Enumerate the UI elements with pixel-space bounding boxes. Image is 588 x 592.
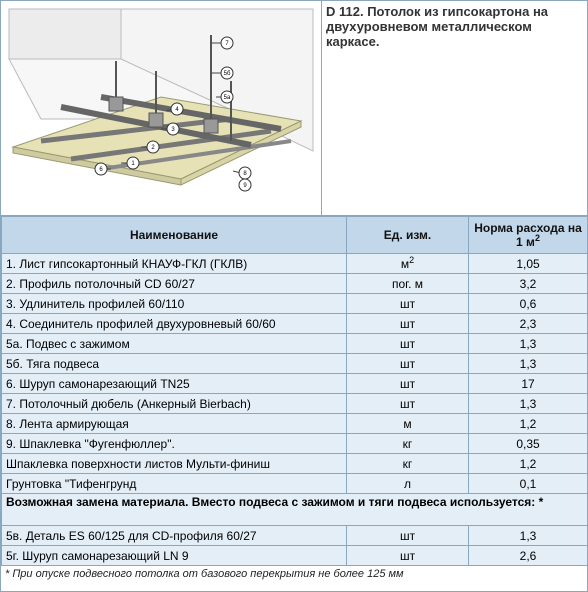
ceiling-diagram (1, 1, 322, 215)
table-row (2, 294, 588, 314)
row-norm: 1,05 (469, 254, 588, 274)
callout-6: 6 (99, 167, 103, 173)
row-name: 3. Удлинитель профилей 60/110 (2, 294, 347, 314)
table-row (2, 394, 588, 414)
row-norm: 1,3 (469, 394, 588, 414)
row-norm: 0,35 (469, 434, 588, 454)
row-norm: 1,2 (469, 454, 588, 474)
table-row (2, 354, 588, 374)
table-row (2, 314, 588, 334)
header-area (1, 1, 587, 216)
row-unit: кг (347, 434, 469, 454)
callout-2: 2 (151, 145, 155, 151)
row-unit: л (347, 474, 469, 494)
table-row (2, 414, 588, 434)
callout-5a: 5а (223, 95, 231, 101)
table-row (2, 374, 588, 394)
row-name: 5г. Шуруп самонарезающий LN 9 (2, 546, 347, 566)
row-unit: шт (347, 374, 469, 394)
table-row (2, 334, 588, 354)
row-name: 4. Соединитель профилей двухуровневый 60/60 (2, 314, 347, 334)
header-unit: Ед. изм. (347, 217, 469, 254)
ceiling-diagram-svg (1, 1, 321, 215)
row-name: 8. Лента армирующая (2, 414, 347, 434)
row-norm: 2,6 (469, 546, 588, 566)
replacement-note: Возможная замена материала. Вместо подвеса с зажимом и тяги подвеса используется: * (2, 494, 588, 526)
row-name: 1. Лист гипсокартонный КНАУФ-ГКЛ (ГКЛВ) (2, 254, 347, 274)
table-body (2, 254, 588, 566)
replacement-row (2, 526, 588, 546)
table-row (2, 254, 588, 274)
row-name: 6. Шуруп самонарезающий TN25 (2, 374, 347, 394)
row-name: 7. Потолочный дюбель (Анкерный Bierbach) (2, 394, 347, 414)
row-norm: 1,2 (469, 414, 588, 434)
callout-1: 1 (131, 161, 135, 167)
row-norm: 1,3 (469, 354, 588, 374)
page-title: D 112. Потолок из гипсокартона на двухуровневом металлическом каркасе. (326, 4, 549, 49)
callout-7: 7 (225, 41, 229, 47)
row-unit: шт (347, 526, 469, 546)
table-header-row (2, 217, 588, 254)
row-unit: $м^2$ (347, 254, 469, 274)
row-unit: шт (347, 394, 469, 414)
footnote: * При опуске подвесного потолка от базового перекрытия не более 125 мм (5, 568, 404, 580)
row-unit: пог. м (347, 274, 469, 294)
table-row (2, 474, 588, 494)
row-name: Грунтовка "Тифенгрунд (2, 474, 347, 494)
row-name: 5а. Подвес с зажимом (2, 334, 347, 354)
row-unit: шт (347, 354, 469, 374)
row-unit: шт (347, 294, 469, 314)
table-row (2, 454, 588, 474)
row-norm: 3,2 (469, 274, 588, 294)
replacement-row (2, 546, 588, 566)
row-name: 5б. Тяга подвеса (2, 354, 347, 374)
row-name: 2. Профиль потолочный CD 60/27 (2, 274, 347, 294)
row-norm: 0,1 (469, 474, 588, 494)
callout-4: 4 (175, 107, 179, 113)
materials-table (1, 216, 588, 566)
header-norm: Норма расхода на 1 $м^2$ (469, 217, 588, 254)
header-name: Наименование (2, 217, 347, 254)
row-unit: шт (347, 334, 469, 354)
callout-3: 3 (171, 127, 175, 133)
row-norm: 1,3 (469, 526, 588, 546)
row-norm: 17 (469, 374, 588, 394)
row-unit: кг (347, 454, 469, 474)
table-row (2, 274, 588, 294)
row-norm: 1,3 (469, 334, 588, 354)
callout-5b: 5б (223, 71, 231, 77)
row-unit: шт (347, 546, 469, 566)
row-norm: 0,6 (469, 294, 588, 314)
row-name: Шпаклевка поверхности листов Мульти-финиш (2, 454, 347, 474)
callout-8: 8 (243, 171, 247, 177)
row-unit: шт (347, 314, 469, 334)
row-name: 5в. Деталь ES 60/125 для CD-профиля 60/27 (2, 526, 347, 546)
row-unit: м (347, 414, 469, 434)
table-row (2, 434, 588, 454)
replacement-note-row (2, 494, 588, 526)
row-norm: 2,3 (469, 314, 588, 334)
callout-9: 9 (243, 183, 247, 189)
row-name: 9. Шпаклевка "Фугенфюллер". (2, 434, 347, 454)
